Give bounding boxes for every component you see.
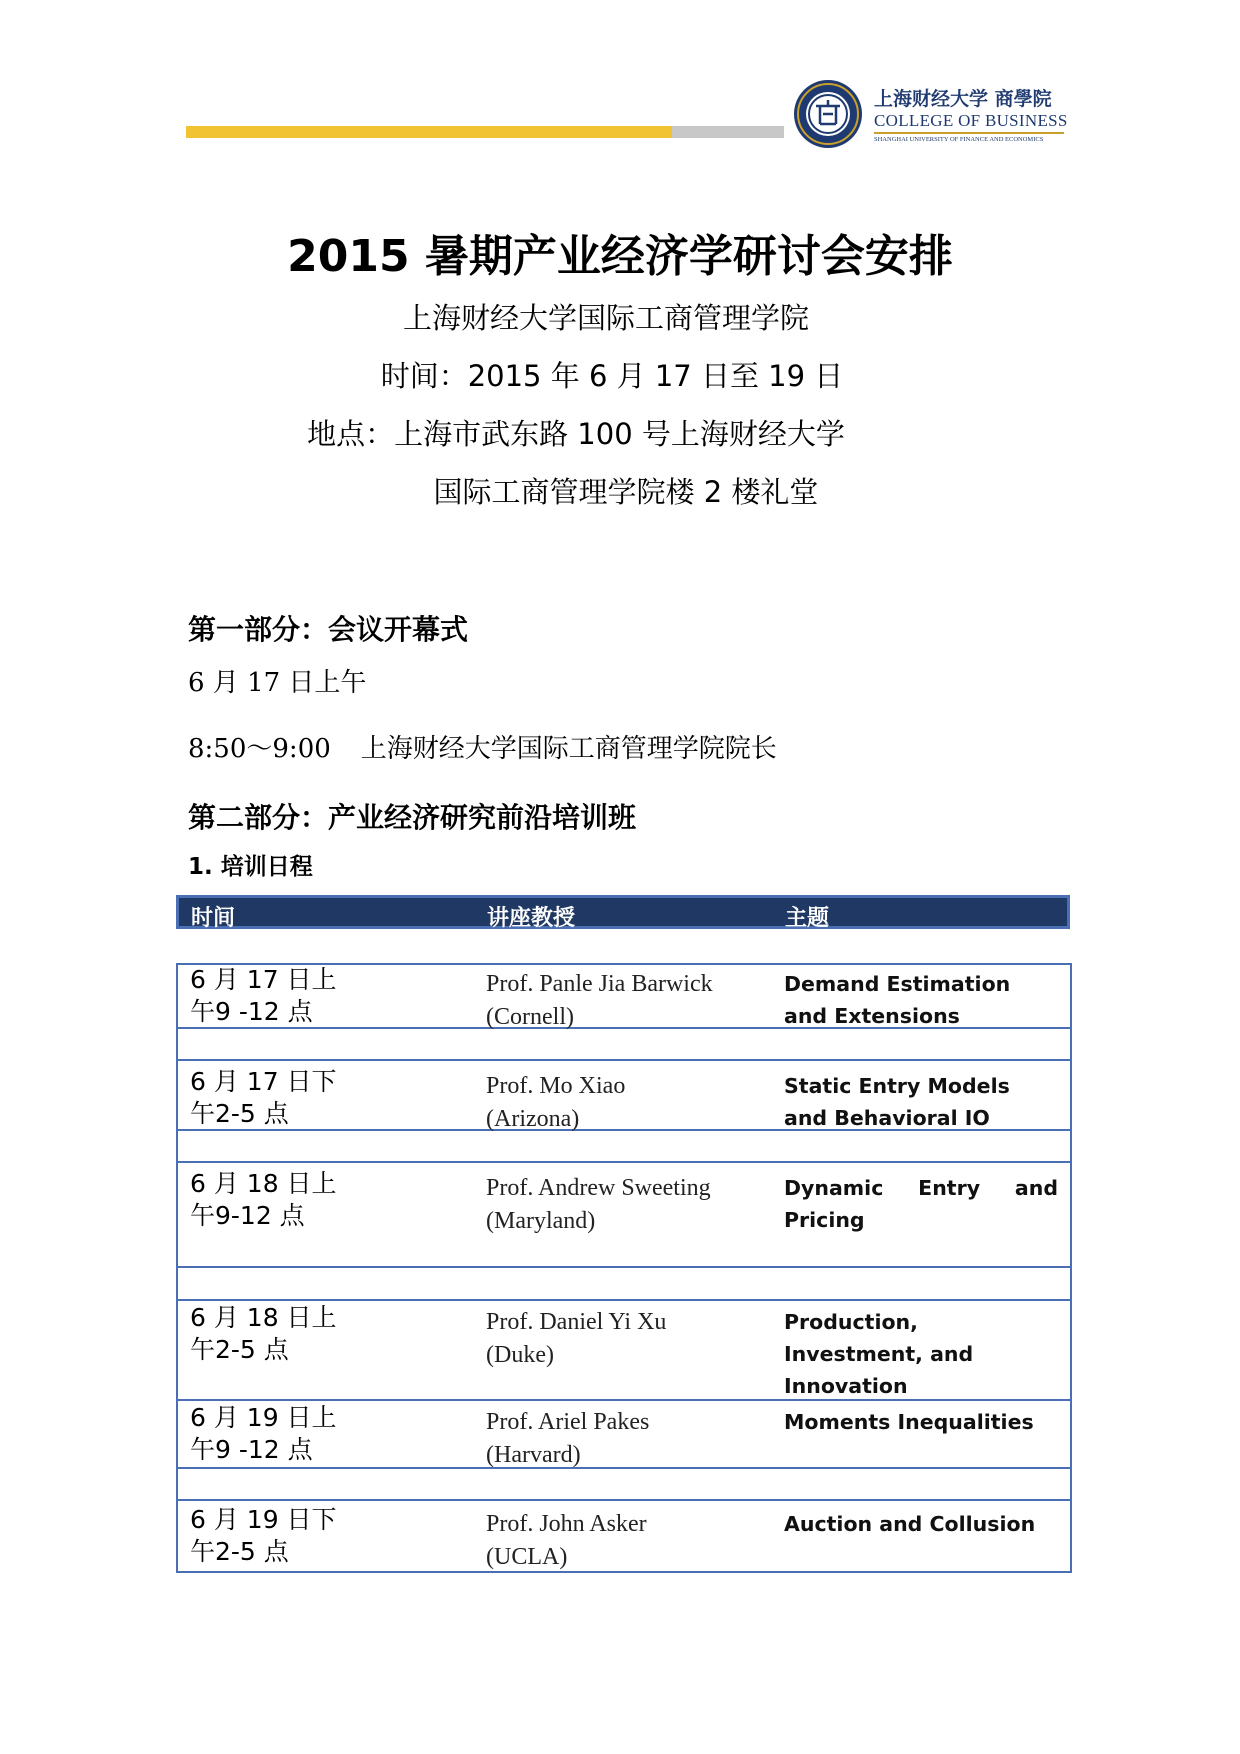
logo-divider (874, 132, 1064, 134)
row-time-line2: 午2-5 点 (190, 1099, 289, 1128)
logo-chinese-name: 上海财经大学 商學院 (874, 88, 1052, 110)
professor-affiliation: (UCLA) (486, 1544, 568, 1570)
row-time-line1: 6 月 19 日上 (190, 1403, 337, 1432)
column-header-professor: 讲座教授 (487, 906, 576, 931)
row-time (190, 1504, 337, 1568)
row-topic: Moments Inequalities (784, 1410, 1034, 1434)
row-time-line1: 6 月 17 日下 (190, 1067, 337, 1096)
college-logo (792, 78, 1072, 150)
row-time (190, 964, 337, 1028)
row-time-line2: 午2-5 点 (190, 1335, 289, 1364)
table-rule (176, 1499, 1072, 1501)
part2-heading: 第二部分：产业经济研究前沿培训班 (188, 801, 637, 834)
column-header-time: 时间 (191, 906, 236, 931)
event-time: 时间：2015 年 6 月 17 日至 19 日 (380, 359, 844, 393)
row-time (190, 1302, 337, 1366)
part2-subheading: 1. 培训日程 (188, 854, 313, 880)
row-time (190, 1066, 337, 1130)
row-time-line2: 午9-12 点 (190, 1201, 305, 1230)
table-border-right (1070, 963, 1072, 1573)
row-time-line1: 6 月 18 日上 (190, 1303, 337, 1332)
row-professor (486, 1508, 647, 1574)
row-topic: Dynamic Entry and Pricing (784, 1176, 1058, 1232)
professor-affiliation: (Harvard) (486, 1442, 581, 1468)
part1-date: 6 月 17 日上午 (188, 668, 367, 698)
row-time-line2: 午2-5 点 (190, 1537, 289, 1566)
row-professor (486, 1070, 625, 1136)
row-professor (486, 1306, 666, 1372)
row-professor (486, 1172, 711, 1238)
part1-schedule (188, 728, 777, 765)
professor-affiliation: (Duke) (486, 1342, 554, 1368)
professor-affiliation: (Cornell) (486, 1004, 574, 1030)
professor-name: Prof. Panle Jia Barwick (486, 971, 713, 997)
table-rule (176, 1266, 1072, 1268)
professor-name: Prof. Andrew Sweeting (486, 1175, 711, 1201)
row-professor (486, 1406, 649, 1472)
university-seal-icon (792, 78, 864, 150)
schedule-table-header (176, 895, 1070, 929)
professor-name: Prof. John Asker (486, 1511, 647, 1537)
row-time-line1: 6 月 18 日上 (190, 1169, 337, 1198)
organizer: 上海财经大学国际工商管理学院 (402, 301, 809, 335)
table-rule (176, 1161, 1072, 1163)
professor-affiliation: (Maryland) (486, 1208, 596, 1234)
table-rule (176, 1059, 1072, 1061)
column-header-topic: 主题 (785, 906, 830, 931)
row-topic: Static Entry Models and Behavioral IO (784, 1074, 1010, 1130)
part1-speaker: 上海财经大学国际工商管理学院院长 (360, 734, 777, 764)
row-topic: Demand Estimation and Extensions (784, 972, 1011, 1028)
logo-english-name: COLLEGE OF BUSINESS (874, 111, 1068, 130)
row-time (190, 1168, 337, 1232)
schedule-table-grid (176, 963, 1072, 1573)
row-topic: Production, Investment, and Innovation (784, 1310, 974, 1398)
row-time-line1: 6 月 19 日下 (190, 1505, 337, 1534)
logo-university-name: SHANGHAI UNIVERSITY OF FINANCE AND ECONOMICS (874, 136, 1044, 143)
row-topic: Auction and Collusion (784, 1512, 1036, 1536)
row-time-line2: 午9 -12 点 (190, 997, 313, 1026)
professor-name: Prof. Daniel Yi Xu (486, 1309, 667, 1335)
header-accent-bar (186, 126, 672, 138)
table-rule (176, 1299, 1072, 1301)
row-professor (486, 968, 713, 1034)
row-time-line2: 午9 -12 点 (190, 1435, 313, 1464)
header-gray-bar (672, 126, 784, 138)
document-title: 2015 暑期产业经济学研讨会安排 (287, 231, 953, 282)
event-place-line1: 地点：上海市武东路 100 号上海财经大学 (307, 417, 845, 451)
professor-name: Prof. Mo Xiao (486, 1073, 626, 1099)
professor-affiliation: (Arizona) (486, 1106, 580, 1132)
row-time (190, 1402, 337, 1466)
part1-heading: 第一部分：会议开幕式 (188, 613, 469, 646)
part1-time-range: 8:50～9:00 (188, 734, 331, 764)
table-border-left (176, 963, 178, 1573)
row-time-line1: 6 月 17 日上 (190, 965, 337, 994)
event-place-line2: 国际工商管理学院楼 2 楼礼堂 (433, 475, 819, 509)
professor-name: Prof. Ariel Pakes (486, 1409, 650, 1435)
